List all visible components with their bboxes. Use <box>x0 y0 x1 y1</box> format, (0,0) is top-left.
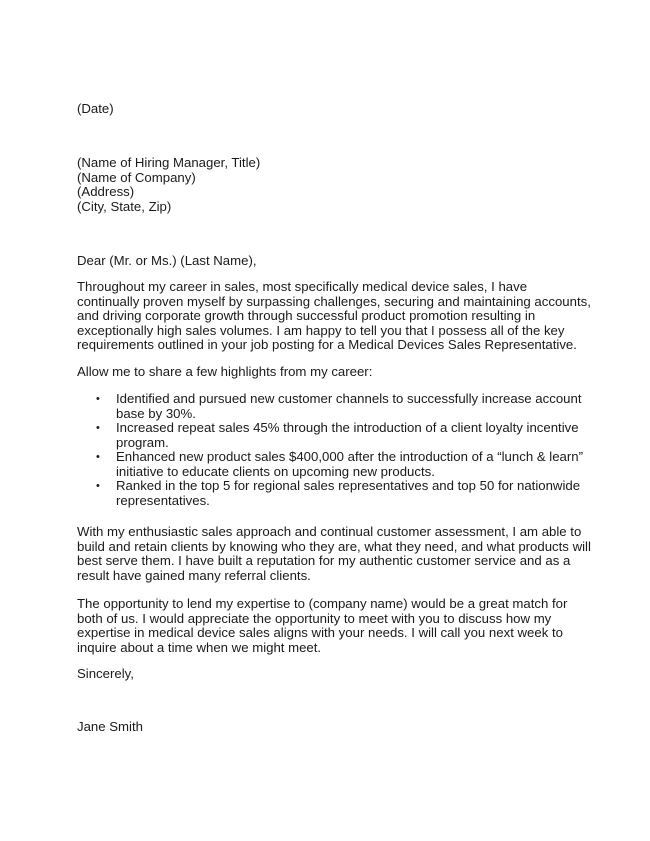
highlights-intro-text: Allow me to share a few highlights from my career: <box>77 364 373 379</box>
recipient-address-block <box>77 156 597 214</box>
recipient-company: (Name of Company) <box>77 169 196 185</box>
list-item <box>77 421 597 450</box>
bullet-icon: • <box>96 451 100 463</box>
list-item-line: representatives. <box>116 492 210 508</box>
list-item-line: initiative to educate clients on upcoming new products. <box>116 463 435 479</box>
bullet-icon: • <box>96 480 100 492</box>
paragraph-line: and driving corporate growth through successful product promotion resulting in <box>77 308 536 323</box>
paragraph-line: Throughout my career in sales, most specifically medical device sales, I have <box>77 279 528 294</box>
paragraph-line: best serve them. I have built a reputation for my authentic customer service and as a <box>77 553 571 568</box>
highlights-list <box>77 392 597 508</box>
recipient-city-state-zip: (City, State, Zip) <box>77 198 172 214</box>
salutation-text: Dear (Mr. or Ms.) (Last Name), <box>77 253 257 268</box>
recipient-name-title: (Name of Hiring Manager, Title) <box>77 155 261 170</box>
list-item <box>77 392 597 421</box>
paragraph-line: build and retain clients by knowing who they are, what they need, and what products will <box>77 538 591 554</box>
paragraph-line: exceptionally high sales volumes. I am happy to tell you that I possess all of the key <box>77 322 565 338</box>
signature-block <box>77 720 597 735</box>
list-item-line: Identified and pursued new customer channels to successfully increase account <box>116 391 582 406</box>
experience-paragraph <box>77 525 597 583</box>
paragraph-line: result have gained many referral clients. <box>77 567 311 583</box>
paragraph-line: both of us. I would appreciate the opportunity to meet with you to discuss how my <box>77 610 552 626</box>
highlights-intro <box>77 365 597 380</box>
paragraph-line: With my enthusiastic sales approach and continual customer assessment, I am able to <box>77 524 582 539</box>
intro-paragraph <box>77 280 597 353</box>
date-line <box>77 102 597 117</box>
salutation <box>77 254 597 269</box>
complimentary-close <box>77 667 597 682</box>
paragraph-line: The opportunity to lend my expertise to (company name) would be a great match for <box>77 596 568 611</box>
bullet-icon: • <box>96 393 100 405</box>
bullet-icon: • <box>96 422 100 434</box>
paragraph-line: requirements outlined in your job posting for a Medical Devices Sales Representative. <box>77 337 577 352</box>
list-item <box>77 450 597 479</box>
closing-paragraph <box>77 597 597 655</box>
list-item-line: Increased repeat sales 45% through the introduction of a client loyalty incentive <box>116 420 579 435</box>
closing-text: Sincerely, <box>77 666 134 681</box>
date-text: (Date) <box>77 101 114 116</box>
list-item-line: Enhanced new product sales $400,000 after the introduction of a “lunch & learn” <box>116 449 583 464</box>
paragraph-line: continually proven myself by surpassing challenges, securing and maintaining accounts, <box>77 293 591 309</box>
recipient-address: (Address) <box>77 184 135 199</box>
list-item <box>77 479 597 508</box>
signature-name: Jane Smith <box>77 719 143 734</box>
list-item-line: program. <box>116 434 169 450</box>
list-item-line: base by 30%. <box>116 405 196 421</box>
paragraph-line: expertise in medical device sales aligns with your needs. I will call you next week to <box>77 625 563 640</box>
paragraph-line: inquire about a time when we might meet. <box>77 639 322 655</box>
list-item-line: Ranked in the top 5 for regional sales representatives and top 50 for nationwide <box>116 478 581 493</box>
